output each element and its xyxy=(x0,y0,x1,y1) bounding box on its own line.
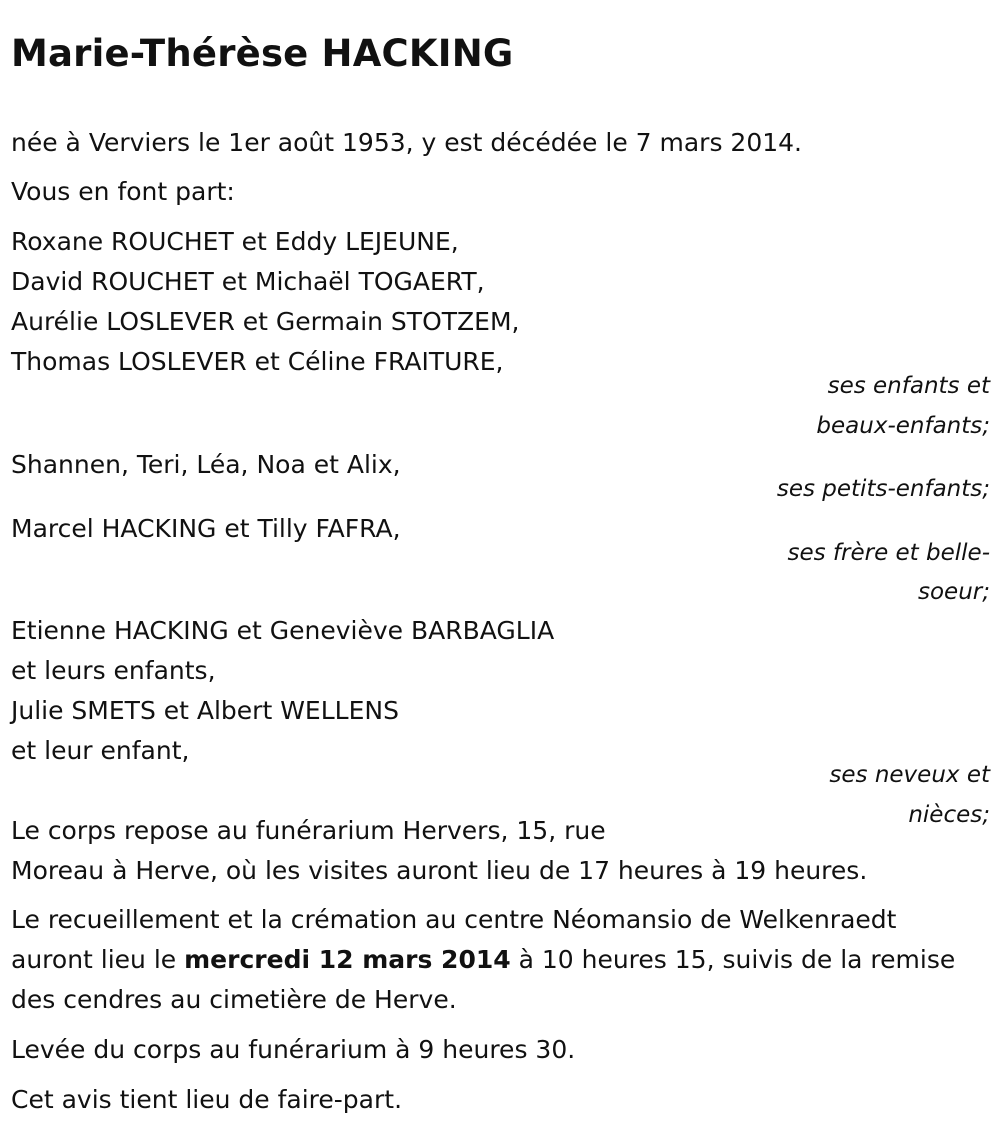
levee-line: Levée du corps au funérarium à 9 heures 30. xyxy=(11,1035,576,1064)
deceased-name: Marie-Thérèse HACKING xyxy=(11,32,514,75)
siblings-relation: soeur; xyxy=(918,579,990,605)
nephews-name: et leurs enfants, xyxy=(11,656,216,685)
funerarium-line: Le corps repose au funérarium Hervers, 15, rue xyxy=(11,816,606,845)
ceremony-line: Le recueillement et la crémation au centre Néomansio de Welkenraedt xyxy=(11,905,897,934)
closing-line: Cet avis tient lieu de faire-part. xyxy=(11,1085,403,1114)
nephews-relation: ses neveux et xyxy=(829,762,990,788)
ceremony-date: mercredi 12 mars 2014 xyxy=(184,945,511,974)
children-name: David ROUCHET et Michaël TOGAERT, xyxy=(11,267,485,296)
announce-line: Vous en font part: xyxy=(11,177,235,206)
nephews-name: Etienne HACKING et Geneviève BARBAGLIA xyxy=(11,616,555,645)
children-name: Roxane ROUCHET et Eddy LEJEUNE, xyxy=(11,227,459,256)
siblings-relation: ses frère et belle- xyxy=(787,540,990,566)
nephews-name: et leur enfant, xyxy=(11,736,190,765)
ceremony-text: auront lieu le xyxy=(11,945,185,974)
funerarium-line: Moreau à Herve, où les visites auront lieu de 17 heures à 19 heures. xyxy=(11,856,868,885)
children-relation: ses enfants et xyxy=(827,373,990,399)
ceremony-line: des cendres au cimetière de Herve. xyxy=(11,985,457,1014)
grandchildren-relation: ses petits-enfants; xyxy=(776,476,990,502)
children-relation: beaux-enfants; xyxy=(816,413,990,439)
birth-death-line: née à Verviers le 1er août 1953, y est décédée le 7 mars 2014. xyxy=(11,128,802,157)
ceremony-text: à 10 heures 15, suivis de la remise xyxy=(510,945,956,974)
nephews-relation: nièces; xyxy=(908,802,990,828)
siblings-names: Marcel HACKING et Tilly FAFRA, xyxy=(11,514,401,543)
ceremony-line xyxy=(11,940,955,980)
grandchildren-names: Shannen, Teri, Léa, Noa et Alix, xyxy=(11,450,401,479)
nephews-name: Julie SMETS et Albert WELLENS xyxy=(11,696,399,725)
children-name: Aurélie LOSLEVER et Germain STOTZEM, xyxy=(11,307,520,336)
children-name: Thomas LOSLEVER et Céline FRAITURE, xyxy=(11,347,504,376)
